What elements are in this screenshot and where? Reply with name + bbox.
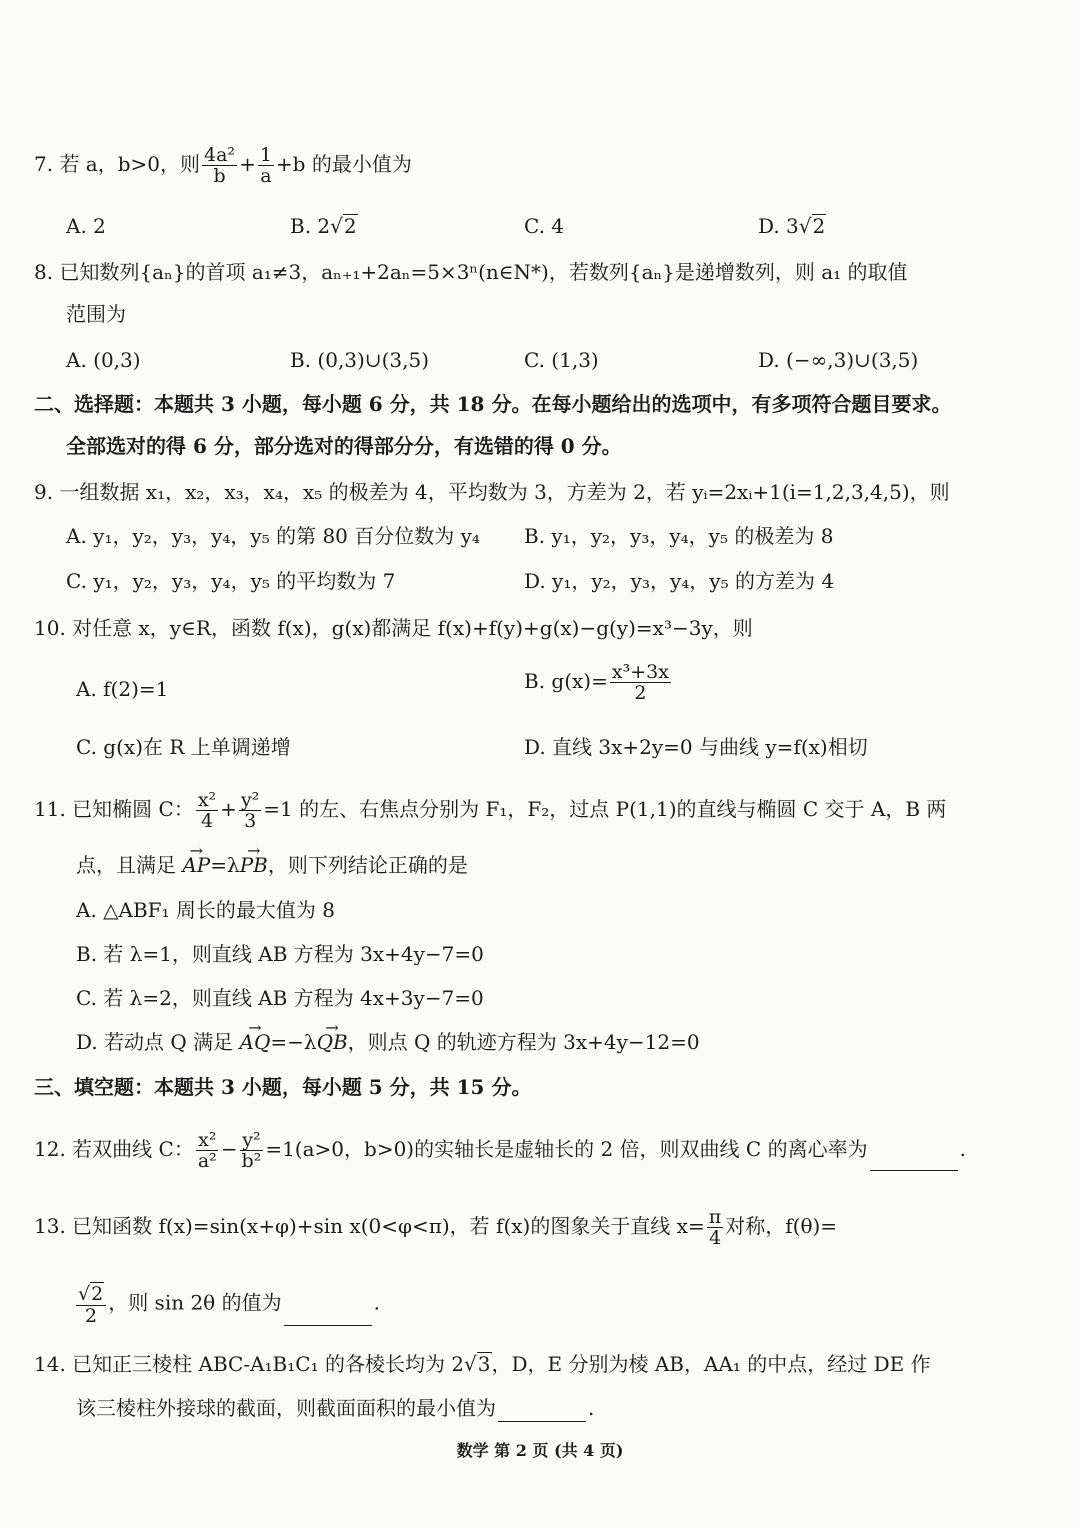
q14-stem-line1: 14. 已知正三棱柱 ABC-A₁B₁C₁ 的各棱长均为 2√3，D，E 分别为棱 AB，AA₁ 的中点，经过 DE 作 [34,1352,931,1376]
q13-answer-blank[interactable] [284,1303,372,1326]
q10-option-d: D. 直线 3x+2y=0 与曲线 y=f(x)相切 [524,735,868,759]
q10-option-b-frac [610,662,671,703]
q10-stem: 10. 对任意 x，y∈R，函数 f(x)，g(x)都满足 f(x)+f(y)+g(x)−g(y)=x³−3y，则 [34,616,753,640]
q10-option-b-den: 2 [634,682,647,704]
q14-answer-blank[interactable] [498,1399,586,1422]
q9-option-a: A. y₁，y₂，y₃，y₄，y₅ 的第 80 百分位数为 y₄ [66,524,480,548]
q12-stem [34,1130,966,1171]
q13-stem-post: 对称，f(θ)= [725,1214,838,1238]
q8-stem-line2: 范围为 [66,302,126,326]
page-footer: 数学 第 2 页 (共 4 页) [456,1441,624,1460]
q7-option-d: D. 3√2 [758,214,826,238]
q14-line1-pre: 14. 已知正三棱柱 ABC-A₁B₁C₁ 的各棱长均为 2 [34,1352,465,1376]
q11-option-d [76,1028,700,1056]
q7-option-b: B. 2√2 [290,214,357,238]
q8-option-d: D. (−∞,3)∪(3,5) [758,348,919,372]
section3-heading: 三、填空题：本题共 3 小题，每小题 5 分，共 15 分。 [34,1075,532,1099]
q12-frac1 [196,1130,219,1171]
q11-vector-ap: → AP [182,851,210,879]
q9-option-d: D. y₁，y₂，y₃，y₄，y₅ 的方差为 4 [524,569,835,593]
q11-option-d-mid: =−λ [270,1030,317,1054]
q11-stem-pre: 11. 已知椭圆 C： [34,797,194,821]
q12-frac1-den: a² [197,1150,217,1172]
q12-frac2-num: y² [242,1129,261,1151]
q10-option-a: A. f(2)=1 [76,677,169,701]
q13-root-den: 2 [85,1305,98,1327]
q7-stem-post: +b 的最小值为 [275,152,412,176]
q13-pi-frac [707,1207,724,1248]
q14-end-period: . [588,1396,595,1420]
q8-option-b: B. (0,3)∪(3,5) [290,348,429,372]
section2-heading: 二、选择题：本题共 3 小题，每小题 6 分，共 18 分。在每小题给出的选项中，有多项符合题目要求。 [34,392,952,416]
q12-frac2-den: b² [241,1150,262,1172]
q13-root-value: 2 [91,1283,104,1305]
q7-option-a: A. 2 [66,214,106,238]
q12-stem-pre: 12. 若双曲线 C： [34,1137,194,1161]
q13-end-period: . [373,1290,380,1315]
q7-frac1-den: b [213,165,226,187]
q13-root-num: √2 [76,1282,106,1306]
q7-frac1 [202,145,237,186]
q13-pi-den: 4 [708,1227,722,1249]
q7-frac2-num: 1 [259,144,272,166]
q11-option-d-post: ，则点 Q 的轨迹方程为 3x+4y−12=0 [347,1030,700,1054]
q13-line2-text: ，则 sin 2θ 的值为 [108,1290,282,1315]
q8-stem-line1: 8. 已知数列{aₙ}的首项 a₁≠3，aₙ₊₁+2aₙ=5×3ⁿ(n∈N*)，若数列{aₙ}是递增数列，则 a₁ 的取值 [34,260,908,284]
q7-frac2-den: a [260,165,272,187]
q14-line2-text: 该三棱柱外接球的截面，则截面面积的最小值为 [76,1396,496,1420]
q12-frac2 [240,1130,264,1171]
q7-option-d-pre: D. 3 [758,214,799,238]
q7-plus: + [239,152,256,176]
q10-option-c: C. g(x)在 R 上单调递增 [76,735,291,759]
q7-option-c: C. 4 [524,214,565,238]
q10-option-b [524,662,673,703]
q11-vector-aq: → AQ [240,1028,271,1056]
q9-option-b: B. y₁，y₂，y₃，y₄，y₅ 的极差为 8 [524,524,834,548]
q11-frac2-num: y² [240,789,260,811]
q11-option-a: A. △ABF₁ 周长的最大值为 8 [76,898,336,922]
q14-line1-post: ，D，E 分别为棱 AB，AA₁ 的中点，经过 DE 作 [491,1352,931,1376]
q12-end-period: . [959,1137,966,1161]
q8-option-c: C. (1,3) [524,348,599,372]
q12-frac1-num: x² [198,1129,217,1151]
q7-option-b-root: 2 [343,214,357,238]
q7-option-d-root: 2 [812,214,826,238]
q11-vector-pb: → PB [240,851,268,879]
q7-frac2 [258,145,274,186]
q11-frac1-den: 4 [200,810,214,832]
q11-option-b: B. 若 λ=1，则直线 AB 方程为 3x+4y−7=0 [76,942,484,966]
q11-frac1-num: x² [197,789,217,811]
q11-option-c: C. 若 λ=2，则直线 AB 方程为 4x+3y−7=0 [76,986,484,1010]
q11-stem [34,790,946,831]
q9-option-c: C. y₁，y₂，y₃，y₄，y₅ 的平均数为 7 [66,569,396,593]
q11-option-d-pre: D. 若动点 Q 满足 [76,1030,240,1054]
q12-stem-post: =1(a>0，b>0)的实轴长是虚轴长的 2 倍，则双曲线 C 的离心率为 [265,1137,868,1161]
q11-frac2-den: 3 [244,810,257,832]
q11-line2-pre: 点，且满足 [76,853,183,877]
q13-stem-pre: 13. 已知函数 f(x)=sin(x+φ)+sin x(0<φ<π)，若 f(x)的图象关于直线 x= [34,1214,705,1238]
q13-line2 [74,1282,380,1326]
q11-plus: + [220,797,237,821]
q9-stem: 9. 一组数据 x₁，x₂，x₃，x₄，x₅ 的极差为 4，平均数为 3，方差为 2，若 yᵢ=2xᵢ+1(i=1,2,3,4,5)，则 [34,480,950,504]
q11-frac1 [196,790,218,831]
q7-frac1-num: 4a² [204,144,236,166]
q14-line1-root: 3 [477,1352,491,1376]
q10-option-b-pre: B. g(x)= [524,669,608,693]
q7-stem-pre: 7. 若 a，b>0，则 [34,152,201,176]
q11-vector-qb: → QB [317,1028,348,1056]
q7-option-b-pre: B. 2 [290,214,331,238]
q14-stem-line2 [76,1394,594,1422]
q11-eq-lambda: =λ [210,853,240,877]
q11-stem-line2 [76,851,468,879]
q11-stem-post: =1 的左、右焦点分别为 F₁，F₂，过点 P(1,1)的直线与椭圆 C 交于 A，B 两 [263,797,947,821]
q11-line2-post: ，则下列结论正确的是 [267,853,468,877]
q12-minus: − [220,1137,238,1161]
q11-frac2 [239,790,261,831]
section2-note: 全部选对的得 6 分，部分选对的得部分分，有选错的得 0 分。 [66,434,622,458]
q13-root-frac [76,1282,106,1326]
q13-stem [34,1207,837,1248]
q12-answer-blank[interactable] [870,1148,958,1171]
q8-option-a: A. (0,3) [66,348,141,372]
q10-option-b-num: x³+3x [611,661,669,683]
q7-stem [34,145,412,186]
q13-pi-num: π [708,1206,722,1228]
